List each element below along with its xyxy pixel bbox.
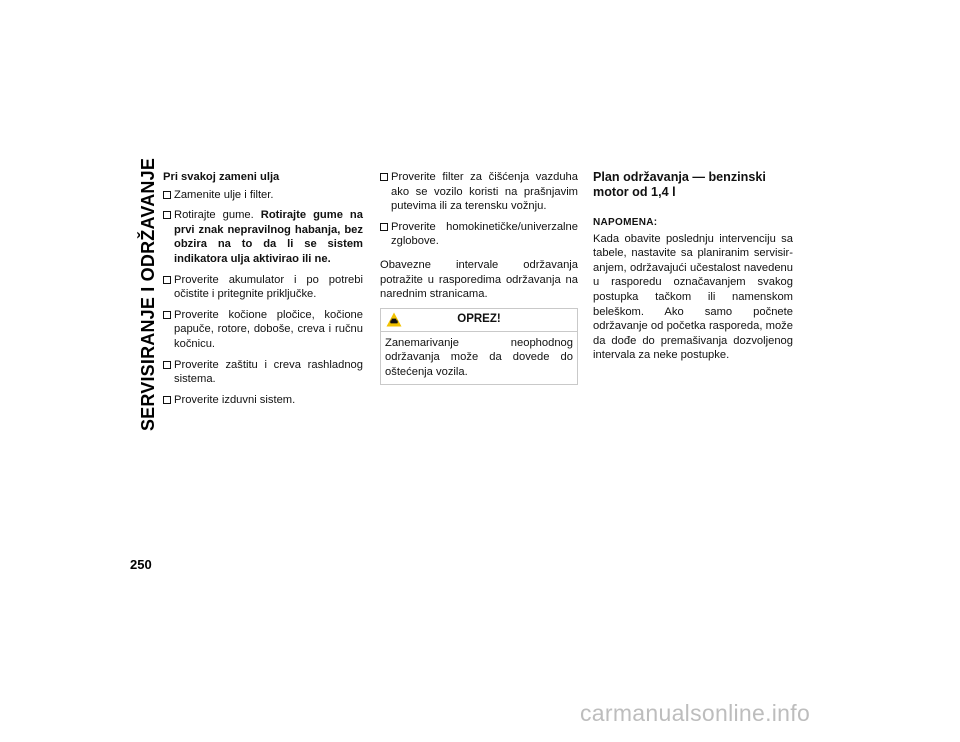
list-item: Proverite izduvni sistem. bbox=[163, 393, 363, 408]
oil-change-heading: Pri svakoj zameni ulja bbox=[163, 171, 280, 183]
note-label: NAPOMENA: bbox=[593, 217, 658, 228]
checkbox-icon bbox=[380, 223, 388, 231]
list-item: Proverite akumulator i po potrebi očistite i pritegnite priključke. bbox=[163, 273, 363, 302]
list-item: Proverite filter za čišćenja vazduha ako se vozilo koristi na prašnjavim putevima ili za terensku vožnju. bbox=[380, 170, 578, 214]
caution-box bbox=[380, 308, 578, 385]
caution-body: Zanemarivanje neophodnog održavanja može da dovede do oštećenja vozila. bbox=[385, 336, 573, 378]
watermark: carmanualsonline.info bbox=[580, 700, 811, 726]
side-tab bbox=[138, 158, 160, 430]
page-number: 250 bbox=[130, 557, 152, 572]
list-item: Proverite kočione pločice, kočione papuče, rotore, doboše, creva i ručnu kočnicu. bbox=[163, 308, 363, 352]
checkbox-icon bbox=[163, 311, 171, 319]
checkbox-icon bbox=[163, 191, 171, 199]
list-item: Rotirajte gume. Rotirajte gume na prvi znak nepravilnog habanja, bez obzira na to da li se sistem indikatora ulja aktivirao ili ne. bbox=[163, 208, 363, 266]
caution-title: OPREZ! bbox=[457, 313, 501, 326]
side-tab-label: SERVISIRANJE I ODRŽAVANJE bbox=[138, 157, 159, 431]
column-3 bbox=[593, 170, 793, 369]
oil-change-checklist bbox=[163, 188, 363, 408]
section-title: Plan održavanja — benzinski motor od 1,4 l bbox=[593, 170, 766, 199]
list-item: Proverite zaštitu i creva rashladnog sistema. bbox=[163, 358, 363, 387]
list-item: Zamenite ulje i filter. bbox=[163, 188, 363, 203]
caution-car-icon bbox=[386, 312, 402, 327]
column-2 bbox=[380, 170, 578, 385]
column-1 bbox=[163, 170, 363, 413]
additional-checklist bbox=[380, 170, 578, 249]
checkbox-icon bbox=[163, 361, 171, 369]
note-body: Kada obavite poslednju intervenciju sa tabele, nastavite sa planiranim servisir-anjem, održavajući učestalost navedenu u rasporedu označavanjem svakog postupka tačkom ili namenskom beleškom. Ako samo počnete održavanje od početka rasporeda, može da dođe do premašivanja dozvoljenog intervala za neke postupke. bbox=[593, 232, 793, 362]
checkbox-icon bbox=[380, 173, 388, 181]
caution-header bbox=[381, 309, 577, 332]
list-item: Proverite homokinetičke/univerzalne zglobove. bbox=[380, 220, 578, 249]
checkbox-icon bbox=[163, 396, 171, 404]
intervals-paragraph: Obavezne intervale održavanja potražite u rasporedima održavanja na narednim stranicama. bbox=[380, 258, 578, 301]
checkbox-icon bbox=[163, 276, 171, 284]
checkbox-icon bbox=[163, 211, 171, 219]
